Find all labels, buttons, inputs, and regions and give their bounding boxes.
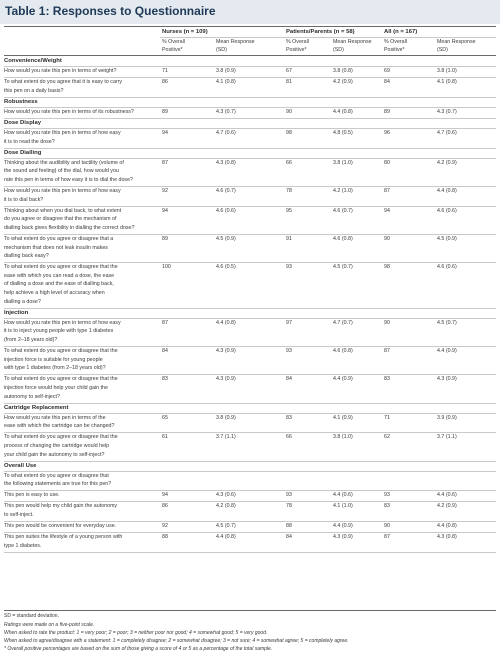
mean-response-cell: 4.8 (0.5)	[333, 129, 353, 136]
question-text: injection force would help your child gain the	[4, 384, 108, 391]
mean-response-cell: 4.5 (0.7)	[437, 319, 457, 326]
percent-positive-cell: 87	[162, 159, 168, 166]
question-text: How would you rate this pen in terms of how easy	[4, 319, 121, 326]
question-text: injection force is suitable for young people	[4, 356, 103, 363]
subheader-positive-2-b: Positive*	[286, 47, 307, 53]
mean-response-cell: 4.3 (0.8)	[437, 534, 457, 541]
table-title: Table 1: Responses to Questionnaire	[5, 4, 216, 18]
question-text: To what extent do you agree or disagree that the	[4, 348, 118, 354]
question-text: How would you rate this pen in terms of weight?	[4, 68, 117, 74]
percent-positive-cell: 89	[162, 108, 168, 115]
percent-positive-cell: 98	[384, 264, 390, 271]
table-bottom-rule	[4, 610, 496, 611]
question-text: This pen is easy to use.	[4, 492, 60, 499]
question-text: it is to dial back?	[4, 196, 44, 203]
percent-positive-cell: 92	[162, 187, 168, 194]
question-text: your child gain the autonomy to self-inject?	[4, 451, 105, 458]
footnote-agree: When asked to agree/disagree with a statement: 1 = completely disagree; 2 = somewhat disagree; 3 = not sure; 4 = somewhat agree; 5 = completely agree.	[4, 638, 349, 644]
percent-positive-cell: 83	[384, 376, 390, 383]
mean-response-cell: 4.6 (0.8)	[333, 235, 353, 242]
percent-positive-cell: 84	[162, 348, 168, 354]
table-title-bar	[0, 0, 500, 24]
mean-response-cell: 4.6 (0.6)	[216, 207, 236, 214]
mean-response-cell: 4.4 (0.9)	[333, 376, 353, 383]
section-heading: Dose Display	[4, 119, 41, 126]
percent-positive-cell: 84	[286, 534, 292, 541]
footnote-sd: SD = standard deviation.	[4, 613, 59, 619]
question-text: the following statements are true for this pen?	[4, 481, 112, 488]
percent-positive-cell: 90	[286, 108, 292, 115]
mean-response-cell: 4.1 (0.9)	[333, 414, 353, 421]
mean-response-cell: 4.1 (1.0)	[333, 503, 353, 510]
mean-response-cell: 3.7 (1.1)	[437, 434, 457, 441]
percent-positive-cell: 93	[384, 492, 390, 499]
question-text: How would you rate this pen in terms of how easy	[4, 187, 121, 194]
mean-response-cell: 3.9 (0.9)	[437, 414, 457, 421]
question-text: process of changing the cartridge would help	[4, 442, 110, 449]
question-text: Thinking about when you dial back, to what extent	[4, 207, 122, 214]
mean-response-cell: 3.8 (1.0)	[437, 68, 457, 74]
subheader-mean-2-b: (SD)	[333, 47, 344, 53]
percent-positive-cell: 91	[286, 235, 292, 242]
row-rule	[4, 97, 496, 98]
mean-response-cell: 4.3 (0.9)	[437, 376, 457, 383]
percent-positive-cell: 84	[384, 79, 390, 86]
percent-positive-cell: 94	[162, 492, 168, 499]
subheader-mean-2-a: Mean Response	[333, 39, 372, 45]
mean-response-cell: 4.6 (0.5)	[216, 264, 236, 271]
mean-response-cell: 4.4 (0.6)	[333, 492, 353, 499]
question-text: rate this pen in terms of how easy it is to dial the dose?	[4, 176, 133, 183]
question-text: type 1 diabetes.	[4, 542, 42, 549]
mean-response-cell: 4.2 (1.0)	[333, 187, 353, 194]
subheader-mean-3-b: (SD)	[437, 47, 448, 53]
footnote-positive: * Overall positive percentages are based on the sum of those giving a score of 4 or 5 as a percentage of the total sample.	[4, 646, 273, 652]
mean-response-cell: 4.7 (0.7)	[333, 319, 353, 326]
percent-positive-cell: 90	[384, 235, 390, 242]
percent-positive-cell: 78	[286, 187, 292, 194]
question-text: of dialling a dose and the ease of dialling back,	[4, 281, 114, 288]
question-text: it is to inject young people with type 1 diabetes	[4, 328, 114, 335]
percent-positive-cell: 88	[162, 534, 168, 541]
mean-response-cell: 4.4 (0.8)	[437, 523, 457, 530]
section-heading: Injection	[4, 309, 29, 316]
mean-response-cell: 4.6 (0.6)	[437, 264, 457, 271]
percent-positive-cell: 90	[384, 319, 390, 326]
row-rule	[4, 403, 496, 404]
mean-response-cell: 4.2 (0.9)	[333, 79, 353, 86]
mean-response-cell: 3.8 (1.0)	[333, 434, 353, 441]
percent-positive-cell: 97	[286, 319, 292, 326]
subheader-positive-1-a: % Overall	[162, 39, 185, 45]
mean-response-cell: 4.4 (0.9)	[437, 348, 457, 354]
mean-response-cell: 4.5 (0.9)	[437, 235, 457, 242]
section-heading: Robustness	[4, 98, 38, 105]
subheader-mean-1-b: (SD)	[216, 47, 227, 53]
question-text: To what extent do you agree that it is easy to carry	[4, 79, 123, 86]
question-text: Thinking about the audibility and tactility (volume of	[4, 159, 124, 166]
mean-response-cell: 4.7 (0.6)	[216, 129, 236, 136]
subheader-mean-3-a: Mean Response	[437, 39, 476, 45]
question-text: help achieve a high level of accuracy when	[4, 290, 105, 296]
mean-response-cell: 4.5 (0.9)	[216, 235, 236, 242]
mean-response-cell: 4.6 (0.8)	[333, 348, 353, 354]
percent-positive-cell: 89	[162, 235, 168, 242]
question-text: How would you rate this pen in terms of the	[4, 414, 106, 421]
percent-positive-cell: 92	[162, 523, 168, 530]
mean-response-cell: 4.6 (0.6)	[437, 207, 457, 214]
percent-positive-cell: 93	[286, 348, 292, 354]
mean-response-cell: 4.4 (0.8)	[216, 319, 236, 326]
percent-positive-cell: 87	[384, 534, 390, 541]
percent-positive-cell: 95	[286, 207, 292, 214]
percent-positive-cell: 88	[286, 523, 292, 530]
group-header-nurses: Nurses (n = 109)	[162, 29, 208, 35]
mean-response-cell: 3.8 (0.9)	[216, 414, 236, 421]
question-text: To what extent do you agree or disagree that the	[4, 264, 118, 271]
percent-positive-cell: 80	[384, 159, 390, 166]
mean-response-cell: 4.3 (0.6)	[216, 492, 236, 499]
mean-response-cell: 4.3 (0.7)	[437, 108, 457, 115]
section-heading: Dose Dialling	[4, 149, 42, 156]
mean-response-cell: 4.2 (0.9)	[437, 503, 457, 510]
question-text: To what extent do you agree or disagree that a	[4, 235, 114, 242]
mean-response-cell: 4.5 (0.7)	[333, 264, 353, 271]
subheader-positive-3-a: % Overall	[384, 39, 407, 45]
percent-positive-cell: 93	[286, 264, 292, 271]
mean-response-cell: 4.3 (0.7)	[216, 108, 236, 115]
subheader-positive-1-b: Positive*	[162, 47, 183, 53]
question-text: To what extent do you agree or disagree that the	[4, 434, 118, 441]
mean-response-cell: 4.1 (0.8)	[437, 79, 457, 86]
footnote-rate: When asked to rate the product: 1 = very poor; 2 = poor; 3 = neither poor nor good; 4 = somewhat good; 5 = very good.	[4, 630, 268, 636]
responses-table	[4, 26, 496, 611]
percent-positive-cell: 66	[286, 159, 292, 166]
percent-positive-cell: 83	[162, 376, 168, 383]
row-rule	[4, 461, 496, 462]
question-text: the sound and feeling) of the dial, how would you	[4, 168, 119, 175]
mean-response-cell: 4.3 (0.9)	[216, 376, 236, 383]
section-heading: Convenience/Weight	[4, 58, 62, 64]
percent-positive-cell: 86	[162, 503, 168, 510]
footnote-scale: Ratings were made on a five-point scale.	[4, 622, 95, 628]
percent-positive-cell: 93	[286, 492, 292, 499]
mean-response-cell: 3.8 (0.8)	[333, 68, 353, 74]
percent-positive-cell: 78	[286, 503, 292, 510]
question-text: This pen suites the lifestyle of a young person with	[4, 534, 123, 541]
percent-positive-cell: 84	[286, 376, 292, 383]
row-rule	[4, 308, 496, 309]
percent-positive-cell: 66	[286, 434, 292, 441]
group-header-patients: Patients/Parents (n = 58)	[286, 29, 355, 35]
percent-positive-cell: 100	[162, 264, 171, 271]
percent-positive-cell: 96	[384, 129, 390, 136]
percent-positive-cell: 87	[162, 319, 168, 326]
mean-response-cell: 4.4 (0.8)	[216, 534, 236, 541]
percent-positive-cell: 61	[162, 434, 168, 441]
mean-response-cell: 4.3 (0.8)	[216, 159, 236, 166]
mean-response-cell: 4.4 (0.8)	[333, 108, 353, 115]
question-text: To what extent do you agree or disagree that the	[4, 376, 118, 383]
mean-response-cell: 4.7 (0.6)	[437, 129, 457, 136]
question-text: dialling a dose?	[4, 298, 41, 305]
mean-response-cell: 3.8 (1.0)	[333, 159, 353, 166]
section-heading: Cartridge Replacement	[4, 404, 69, 411]
question-text: How would you rate this pen in terms of its robustness?	[4, 108, 134, 115]
percent-positive-cell: 67	[286, 68, 292, 74]
section-heading: Overall Use	[4, 462, 37, 469]
question-text: This pen would help my child gain the autonomy	[4, 503, 118, 510]
row-rule	[4, 490, 496, 491]
question-text: it is to read the dose?	[4, 138, 55, 145]
percent-positive-cell: 94	[162, 129, 168, 136]
question-text: do you agree or disagree that the mechanism of	[4, 216, 117, 223]
mean-response-cell: 4.4 (0.9)	[333, 523, 353, 530]
header-bottom-rule	[4, 55, 496, 56]
mean-response-cell: 4.6 (0.7)	[333, 207, 353, 214]
percent-positive-cell: 83	[384, 503, 390, 510]
percent-positive-cell: 87	[384, 348, 390, 354]
group-header-all: All (n = 167)	[384, 29, 418, 35]
subheader-positive-2-a: % Overall	[286, 39, 309, 45]
percent-positive-cell: 71	[384, 414, 390, 421]
row-rule	[4, 552, 496, 553]
question-text: with type 1 diabetes (from 2–18 years old)?	[4, 365, 106, 372]
percent-positive-cell: 83	[286, 414, 292, 421]
subheader-positive-3-b: Positive*	[384, 47, 405, 53]
mean-response-cell: 4.4 (0.8)	[437, 187, 457, 194]
mean-response-cell: 4.5 (0.7)	[216, 523, 236, 530]
percent-positive-cell: 81	[286, 79, 292, 86]
mean-response-cell: 4.2 (0.9)	[437, 159, 457, 166]
question-text: dialling back gives flexibility in dialling the correct dose?	[4, 224, 135, 231]
mean-response-cell: 4.1 (0.8)	[216, 79, 236, 86]
question-text: To what extent do you agree or disagree that	[4, 472, 109, 479]
question-text: this pen on a daily basis?	[4, 87, 64, 94]
question-text: autonomy to self-inject?	[4, 393, 60, 400]
question-text: (from 2–18 years old)?	[4, 336, 58, 343]
row-rule	[4, 118, 496, 119]
percent-positive-cell: 98	[286, 129, 292, 136]
question-text: to self-inject.	[4, 512, 34, 518]
question-text: mechanism that does not leak insulin makes	[4, 244, 108, 251]
question-text: ease with which you can read a dose, the ease	[4, 272, 115, 279]
percent-positive-cell: 94	[384, 207, 390, 214]
mean-response-cell: 3.8 (0.9)	[216, 68, 236, 74]
question-text: dialling back easy?	[4, 253, 49, 260]
table-top-rule	[4, 26, 496, 27]
percent-positive-cell: 87	[384, 187, 390, 194]
percent-positive-cell: 89	[384, 108, 390, 115]
mean-response-cell: 4.2 (0.8)	[216, 503, 236, 510]
row-rule	[4, 148, 496, 149]
percent-positive-cell: 90	[384, 523, 390, 530]
mean-response-cell: 4.6 (0.7)	[216, 187, 236, 194]
question-text: How would you rate this pen in terms of how easy	[4, 129, 121, 136]
percent-positive-cell: 62	[384, 434, 390, 441]
percent-positive-cell: 86	[162, 79, 168, 86]
mean-response-cell: 4.3 (0.9)	[333, 534, 353, 541]
percent-positive-cell: 69	[384, 68, 390, 74]
percent-positive-cell: 94	[162, 207, 168, 214]
question-text: ease with which the cartridge can be changed?	[4, 423, 115, 430]
mean-response-cell: 4.4 (0.6)	[437, 492, 457, 499]
question-text: This pen would be convenient for everyday use.	[4, 523, 117, 530]
mean-response-cell: 4.3 (0.9)	[216, 348, 236, 354]
percent-positive-cell: 71	[162, 68, 168, 74]
subheader-mean-1-a: Mean Response	[216, 39, 255, 45]
mean-response-cell: 3.7 (1.1)	[216, 434, 236, 441]
percent-positive-cell: 65	[162, 414, 168, 421]
